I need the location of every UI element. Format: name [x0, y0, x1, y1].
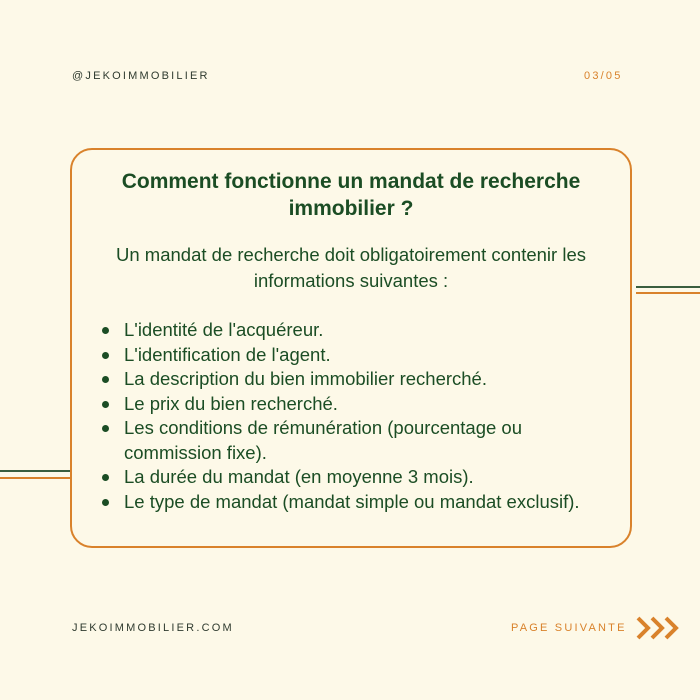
list-item-text: Les conditions de rémunération (pourcentage ou commission fixe). — [124, 417, 523, 463]
bullet-icon — [102, 425, 109, 432]
list-item — [98, 343, 616, 368]
list-item-text: L'identification de l'agent. — [124, 343, 331, 365]
list-item-text: Le prix du bien recherché. — [124, 392, 338, 414]
bullet-icon — [102, 474, 109, 481]
list-item — [98, 318, 616, 343]
bullet-icon — [102, 327, 109, 334]
info-card — [70, 148, 632, 548]
list-item-text: Le type de mandat (mandat simple ou mandat exclusif). — [124, 490, 580, 512]
bullet-icon — [102, 499, 109, 506]
next-page-label[interactable]: PAGE SUIVANTE — [511, 622, 627, 634]
decorative-line-green-right — [636, 286, 700, 288]
list-item — [98, 416, 616, 465]
card-title: Comment fonctionne un mandat de recherche immobilier ? — [121, 170, 581, 220]
list-item — [98, 465, 616, 490]
decorative-line-orange-left — [0, 477, 70, 479]
requirements-list — [98, 318, 616, 514]
footer-website[interactable]: JEKOIMMOBILIER.COM — [72, 622, 234, 634]
list-item — [98, 367, 616, 392]
bullet-icon — [102, 352, 109, 359]
page-counter: 03/05 — [584, 70, 623, 82]
card-intro: Un mandat de recherche doit obligatoirement contenir les informations suivantes : — [116, 244, 586, 291]
list-item-text: L'identité de l'acquéreur. — [124, 319, 324, 340]
decorative-line-orange-right — [636, 292, 700, 294]
list-item — [98, 490, 616, 515]
list-item-text: La description du bien immobilier recherché. — [124, 368, 487, 389]
bullet-icon — [102, 376, 109, 383]
decorative-line-green-left — [0, 470, 70, 472]
list-item — [98, 392, 616, 417]
triple-chevron-right-icon[interactable] — [636, 614, 684, 642]
list-item-text: La durée du mandat (en moyenne 3 mois). — [124, 466, 474, 487]
header-handle: @JEKOIMMOBILIER — [72, 70, 210, 82]
bullet-icon — [102, 401, 109, 408]
